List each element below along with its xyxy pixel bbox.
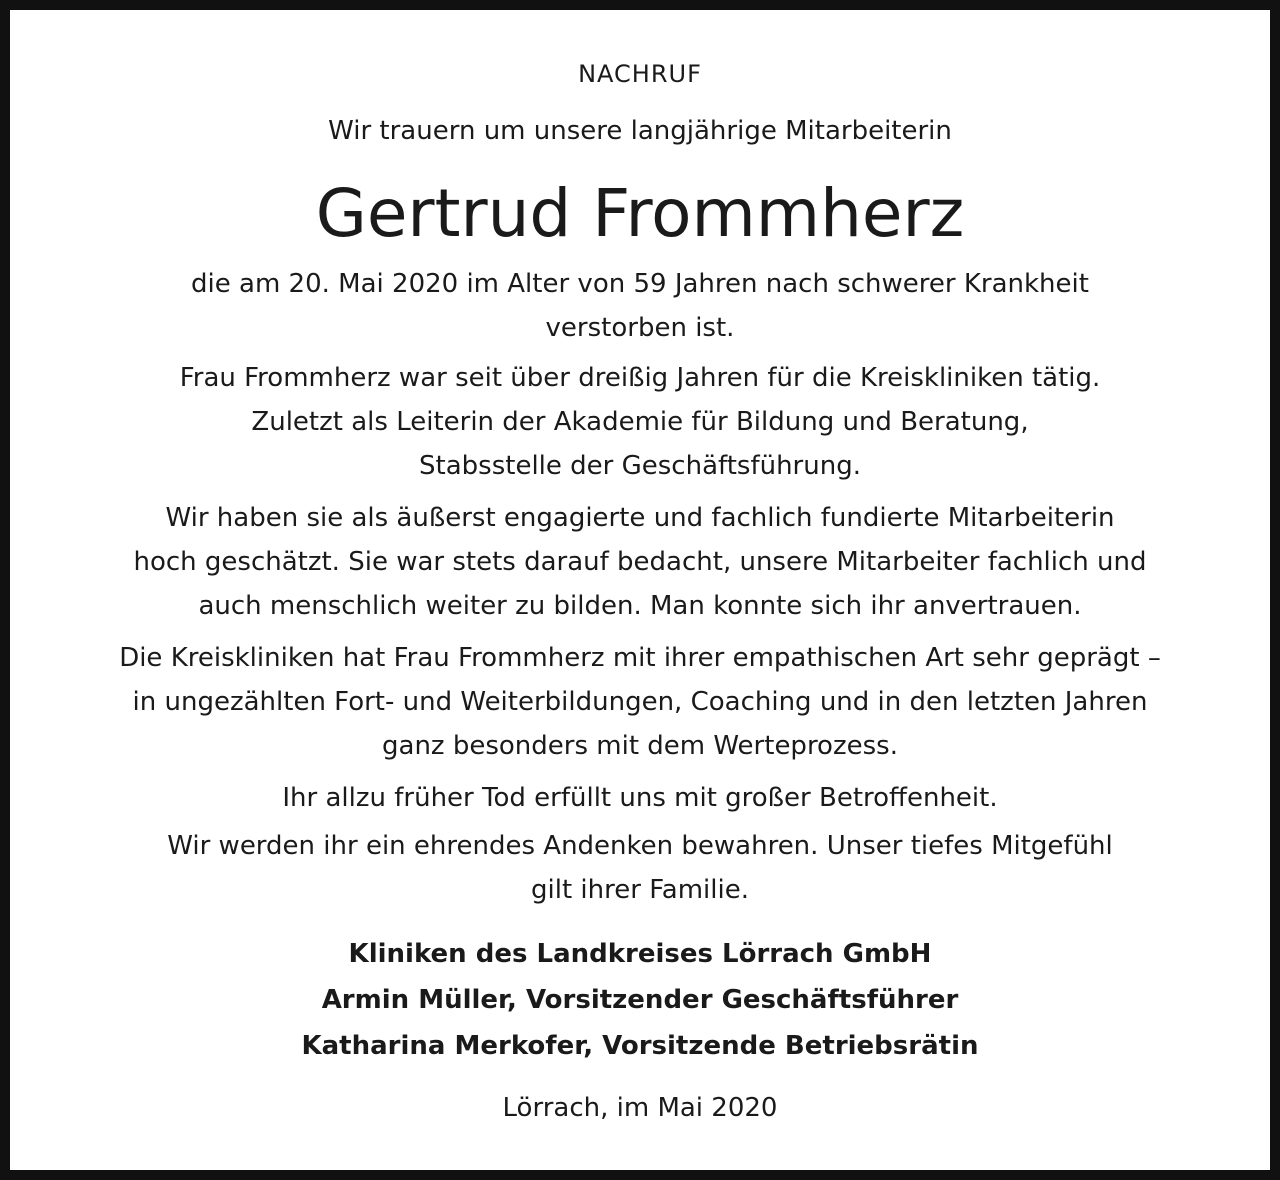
body-line: die am 20. Mai 2020 im Alter von 59 Jahren nach schwerer Krankheit: [191, 269, 1089, 299]
signatory-organization: Kliniken des Landkreises Lörrach GmbH: [348, 939, 932, 969]
body-line: hoch geschätzt. Sie war stets darauf bedacht, unsere Mitarbeiter fachlich und: [133, 547, 1147, 577]
body-line: Stabsstelle der Geschäftsführung.: [419, 451, 861, 481]
signatory-works-council: Katharina Merkofer, Vorsitzende Betriebsrätin: [301, 1031, 979, 1061]
body-line: verstorben ist.: [545, 313, 735, 343]
body-line: Ihr allzu früher Tod erfüllt uns mit großer Betroffenheit.: [282, 783, 998, 813]
body-line: ganz besonders mit dem Werteprozess.: [382, 731, 898, 761]
body-line: gilt ihrer Familie.: [531, 875, 749, 905]
body-line: Zuletzt als Leiterin der Akademie für Bildung und Beratung,: [251, 407, 1029, 437]
body-line: in ungezählten Fort- und Weiterbildungen, Coaching und in den letzten Jahren: [132, 687, 1148, 717]
body-line: auch menschlich weiter zu bilden. Man konnte sich ihr anvertrauen.: [198, 591, 1082, 621]
deceased-name: Gertrud Frommherz: [315, 175, 965, 252]
body-line: Frau Frommherz war seit über dreißig Jahren für die Kreiskliniken tätig.: [179, 363, 1101, 393]
body-line: Wir werden ihr ein ehrendes Andenken bewahren. Unser tiefes Mitgefühl: [167, 831, 1113, 861]
body-line: Wir haben sie als äußerst engagierte und fachlich fundierte Mitarbeiterin: [165, 503, 1115, 533]
notice-header: NACHRUF: [578, 60, 702, 88]
intro-text: Wir trauern um unsere langjährige Mitarbeiterin: [328, 116, 952, 146]
body-line: Die Kreiskliniken hat Frau Frommherz mit ihrer empathischen Art sehr geprägt –: [119, 643, 1161, 673]
place-date: Lörrach, im Mai 2020: [502, 1093, 778, 1123]
signatory-managing-director: Armin Müller, Vorsitzender Geschäftsführer: [321, 985, 959, 1015]
